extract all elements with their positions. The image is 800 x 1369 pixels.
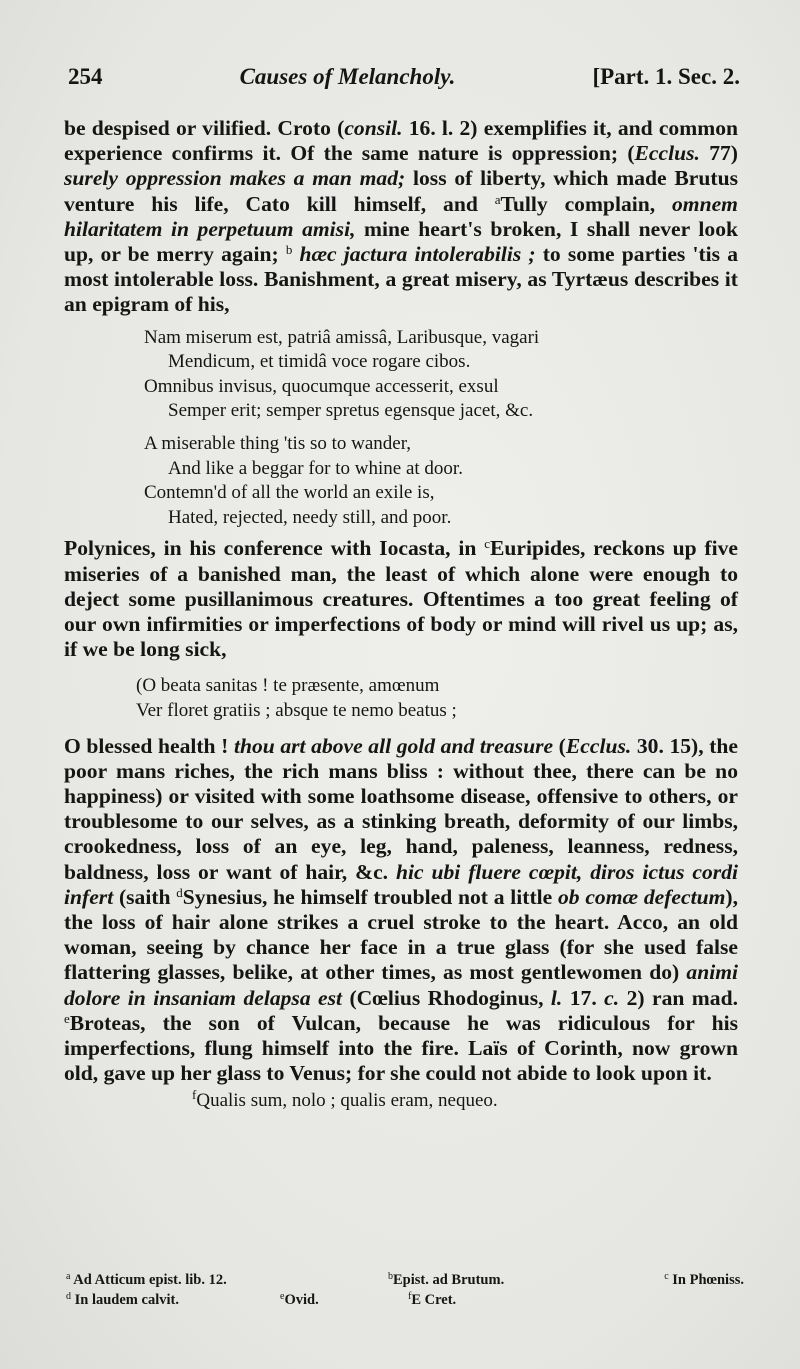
verse-line: Ver floret gratiis ; absque te nemo beatus ; (136, 699, 457, 721)
page-body (64, 116, 738, 1114)
footnote-d: $^d$ In laudem calvit. (66, 1291, 179, 1308)
citation: consil. (344, 116, 403, 140)
footnote-c: $^c$ In Phœniss. (664, 1271, 744, 1288)
latin-quote: hic ubi fluere cœpit, diros ictus cordi infert (64, 859, 738, 909)
verse-line: Mendicum, et timidâ voce rogare cibos. (168, 351, 471, 373)
footnotes (66, 1270, 744, 1310)
paragraph-health: O blessed health ! thou art above all gold and treasure (Ecclus. 30. 15), the poor mans riches, the rich mans bliss : without thee, there can be no happiness) or visited with some loathsome disease, offensive to others, or troublesome to our selves, as a stinking breath, deformity of our limbs, crookedness, loss of an eye, leg, hand, paleness, leanness, redness, baldness, loss or want of hair, &c. hic ubi fluere cœpit, diros ictus cordi infert (saith $^d$Synesius, he himself troubled not a little ob comæ defectum), the loss of hair alone strikes a cruel stroke to the heart. Acco, an old woman, seeing by chance her face in a true glass (for she used false flattering glasses, belike, at other times, as most gentlewomen do) animi dolore in insaniam delapsa est (Cœlius Rhodoginus, l. 17. c. 2) ran mad. $^e$Broteas, the son of Vulcan, because he was ridiculous for his imperfections, flung himself into the fire. Laïs of Corinth, now grown old, gave up her glass to Venus; for she could not abide to look upon it. (64, 733, 739, 1086)
paragraph-polynices: Polynices, in his conference with Iocasta, in $^c$Euripides, reckons up five miseries of a banished man, the least of which alone were enough to deject some pusillanimous creatures. Oftentimes a too great feeling of our own infirmities or imperfections of body or mind will rivel us up; as, if we be long sick, (64, 536, 738, 662)
footnote-e: $^e$Ovid. (280, 1291, 319, 1308)
latin-quote: ob comæ defectum (557, 884, 726, 909)
footnote-b: $^b$Epist. ad Brutum. (388, 1271, 505, 1288)
section-label: [Part. 1. Sec. 2. (592, 64, 740, 89)
paragraph-oppression: be despised or vilified. Croto (consil. 16. l. 2) exemplifies it, and common experience confirms it. Of the same nature is oppression; (Ecclus. 77) surely oppression makes a man mad; loss of liberty, which made Brutus venture his life, Cato kill himself, and $^a$Tully complain, omnem hilaritatem in perpetuum amisi, mine heart's broken, I shall never look up, or be merry again; $^b$ hæc jactura intolerabilis ; to some parties 'tis a most intolerable loss. Banishment, a great misery, as Tyrtæus describes it an epigram of his, (64, 116, 739, 317)
verse-line: Contemn'd of all the world an exile is, (144, 482, 435, 504)
verse-block (144, 326, 738, 531)
footnote-marker: e (64, 1010, 70, 1026)
page-number: 254 (68, 64, 103, 89)
verse-line: And like a beggar for to whine at door. (168, 457, 463, 479)
latin-quote: hæc jactura intolerabilis ; (292, 242, 536, 267)
verse-line: Hated, rejected, needy still, and poor. (168, 506, 452, 528)
verse-line: Omnibus invisus, quocumque accesserit, exsul (144, 375, 499, 397)
running-header (68, 64, 740, 90)
closing-quote: $^f$Qualis sum, nolo ; qualis eram, nequeo. (192, 1087, 498, 1112)
italic-quote: surely oppression makes a man mad; (64, 166, 406, 191)
footnote-marker: a (494, 191, 501, 207)
italic-quote: thou art above all gold and treasure (233, 733, 554, 758)
footnote-marker: c (484, 536, 490, 552)
verse-line: (O beata sanitas ! te præsente, amœnum (136, 675, 440, 697)
footnote-marker: d (176, 884, 183, 900)
verse-line: A miserable thing 'tis so to wander, (144, 433, 412, 454)
verse-line: Nam miserum est, patriâ amissâ, Laribusque, vagari (144, 326, 540, 348)
verse-line: Semper erit; semper spretus egensque jacet, &c. (168, 400, 534, 422)
running-title: Causes of Melancholy. (239, 64, 456, 89)
verse-block (136, 674, 738, 723)
footnote-f: $^f$E Cret. (408, 1291, 457, 1308)
footnote-a: $^a$ Ad Atticum epist. lib. 12. (66, 1271, 227, 1288)
footnote-marker: f (192, 1087, 197, 1103)
footnote-marker: b (285, 242, 293, 258)
citation: Ecclus. (634, 141, 700, 166)
latin-quote: animi dolore in insaniam delapsa est (64, 960, 738, 1010)
latin-quote: omnem hilaritatem in perpetuum amisi, (64, 191, 738, 241)
citation: Ecclus. (565, 733, 632, 758)
